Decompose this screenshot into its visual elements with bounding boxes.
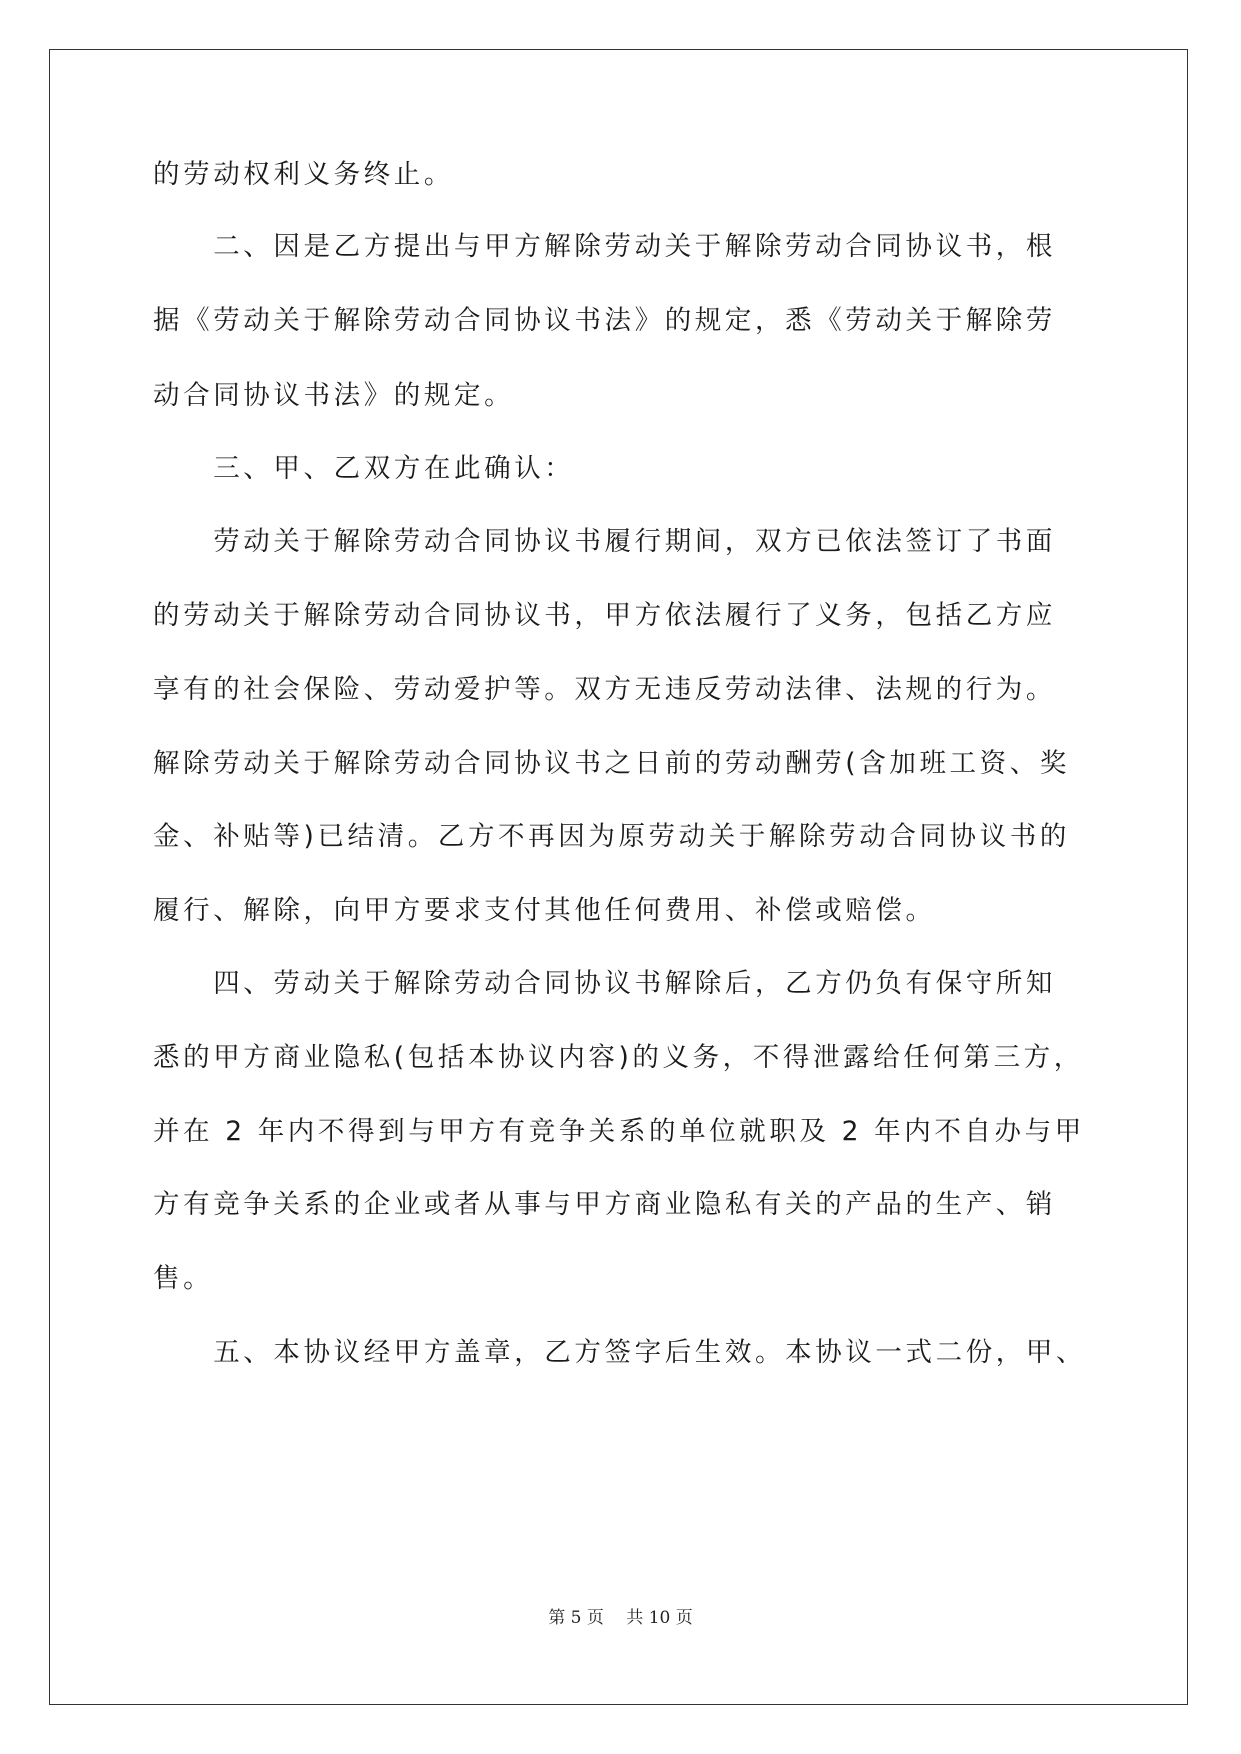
body-text-line: 履行、解除，向甲方要求支付其他任何费用、补偿或赔偿。 (153, 895, 936, 926)
body-text-line: 四、劳动关于解除劳动合同协议书解除后，乙方仍负有保守所知 (153, 968, 1056, 999)
body-text-line: 金、补贴等)已结清。乙方不再因为原劳动关于解除劳动合同协议书的 (153, 821, 1070, 852)
body-text-line: 二、因是乙方提出与甲方解除劳动关于解除劳动合同协议书，根 (153, 231, 1056, 262)
body-text-line: 享有的社会保险、劳动爱护等。双方无违反劳动法律、法规的行为。 (153, 674, 1056, 705)
body-text-line: 据《劳动关于解除劳动合同协议书法》的规定，悉《劳动关于解除劳 (153, 305, 1056, 336)
body-text-line: 动合同协议书法》的规定。 (153, 380, 515, 411)
body-text-line: 的劳动关于解除劳动合同协议书，甲方依法履行了义务，包括乙方应 (153, 600, 1056, 631)
body-text-line: 五、本协议经甲方盖章，乙方签字后生效。本协议一式二份，甲、 (153, 1337, 1087, 1368)
body-text-line: 解除劳动关于解除劳动合同协议书之日前的劳动酬劳(含加班工资、奖 (153, 748, 1070, 779)
page-number-footer: 第 5 页 共 10 页 (548, 1608, 693, 1628)
body-text-line: 悉的甲方商业隐私(包括本协议内容)的义务，不得泄露给任何第三方， (153, 1042, 1084, 1073)
body-text-line: 的劳动权利义务终止。 (153, 159, 454, 190)
body-text-line: 劳动关于解除劳动合同协议书履行期间，双方已依法签订了书面 (153, 526, 1056, 557)
body-text-line: 并在 2 年内不得到与甲方有竞争关系的单位就职及 2 年内不自办与甲 (153, 1116, 1085, 1147)
page-border (49, 49, 1188, 1705)
body-text-line: 方有竞争关系的企业或者从事与甲方商业隐私有关的产品的生产、销 (153, 1189, 1056, 1220)
body-text-line: 售。 (153, 1263, 214, 1294)
body-text-line: 三、甲、乙双方在此确认： (153, 453, 575, 484)
